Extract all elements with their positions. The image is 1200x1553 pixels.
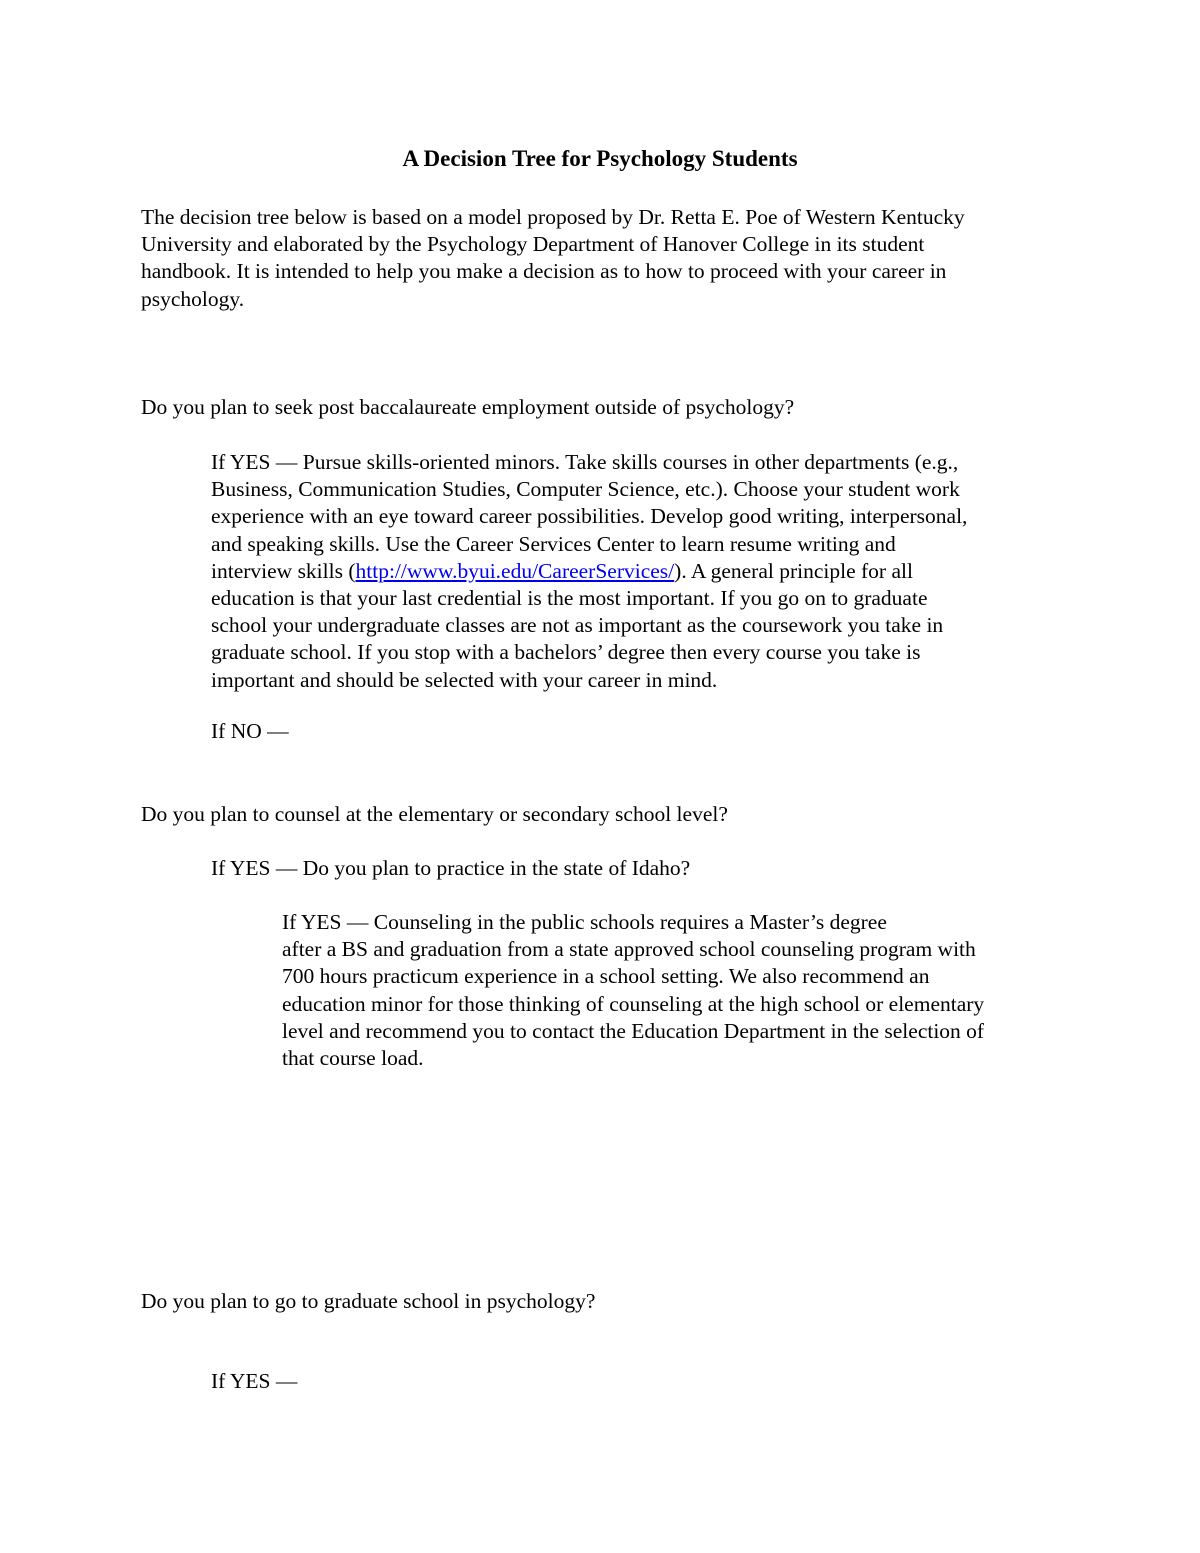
answer-yes-graduate-school: If YES — [211, 1369, 298, 1393]
intro-paragraph: The decision tree below is based on a model proposed by Dr. Retta E. Poe of Western Kentucky University and elaborated by the Psychology Department of Hanover College in its student handbook. It is intended to help you make a decision as to how to proceed with your career in psychology. [141, 205, 965, 311]
answer-no-employment: If NO — [211, 719, 289, 743]
answer-yes-employment-text-start: If YES — Pursue skills-oriented minors. Take skills courses in other departments (e.g., Business, Communication Studies, Computer Science, etc.). Choose your student work experience with an eye toward career possibilities. Develop good writing, interpersonal, and speaking skills. Use the Career Services Center to learn resume writing and interview skills ( [211, 450, 968, 583]
answer-yes-school-counseling: If YES — Do you plan to practice in the state of Idaho? [211, 856, 691, 880]
question-employment-outside-psychology: Do you plan to seek post baccalaureate employment outside of psychology? [141, 395, 795, 419]
career-services-link[interactable]: http://www.byui.edu/CareerServices/ [355, 558, 675, 583]
question-graduate-school: Do you plan to go to graduate school in psychology? [141, 1289, 596, 1313]
answer-yes-employment [211, 449, 1061, 694]
answer-yes-idaho: If YES — Counseling in the public schools requires a Master’s degree after a BS and graduation from a state approved school counseling program with 700 hours practicum experience in a school setting. We also recommend an education minor for those thinking of counseling at the high school or elementary level and recommend you to contact the Education Department in the selection of that course load. [282, 910, 985, 1071]
answer-yes-employment-text-end: ). A general principle for all education is that your last credential is the most important. If you go on to graduate school your undergraduate classes are not as important as the coursework you take in graduate school. If you stop with a bachelors’ degree then every course you take is important and should be selected with your career in mind. [211, 558, 944, 692]
question-school-counseling: Do you plan to counsel at the elementary or secondary school level? [141, 802, 728, 826]
document-title: A Decision Tree for Psychology Students [402, 146, 798, 171]
